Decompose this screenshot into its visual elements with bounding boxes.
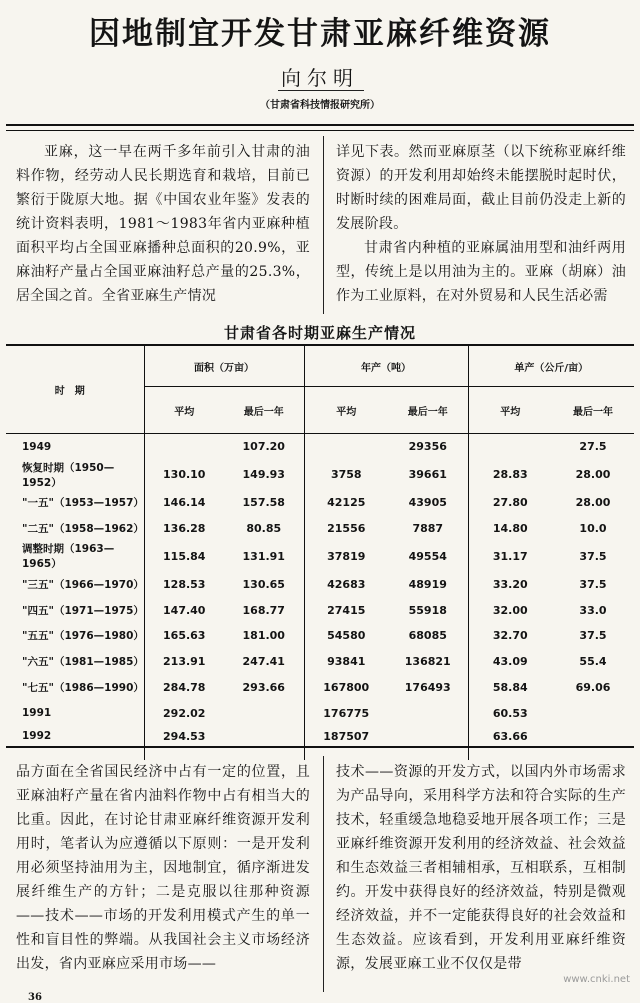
yield-group-header: 单产（公斤/亩）	[468, 346, 634, 387]
cell-output-avg: 37819	[304, 541, 388, 571]
top-column-divider	[323, 136, 324, 314]
cell-area-avg: 136.28	[144, 516, 224, 542]
cell-yield-avg: 58.84	[468, 675, 552, 701]
cell-output-last: 55918	[408, 603, 447, 617]
area-group-header: 面积（万亩）	[144, 346, 304, 387]
table-row	[6, 675, 634, 701]
top-right-paragraph-2: 甘肃省内种植的亚麻属油用型和油纤两用型，传统上是以用油为主的。亚麻（胡麻）油作为工业原料，在对外贸易和人民生活必需	[336, 240, 626, 304]
cell-output-last: 39661	[408, 468, 447, 482]
table-title: 甘肃省各时期亚麻生产情况	[223, 324, 416, 342]
table-row	[6, 460, 634, 490]
cell-yield-last	[552, 700, 634, 726]
cell-area-avg: 165.63	[144, 623, 224, 649]
cell-output-last: 136821	[404, 655, 451, 669]
cell-output-last: 7887	[412, 521, 444, 535]
cell-area-last: 130.65	[242, 577, 285, 591]
cell-area-last: 157.58	[242, 496, 285, 510]
cell-area-last: 181.00	[242, 629, 285, 643]
article-author: 向尔明	[281, 66, 359, 90]
sub-header-output-last: 最后一年	[388, 387, 468, 434]
top-left-paragraph: 亚麻，这一早在两千多年前引入甘肃的油料作物，经劳动人民长期选育和栽培，目前已繁衍于陇原大地。据《中国农业年鉴》发表的统计资料表明，1981～1983年省内亚麻种植面积平均占全国亚麻播种总面积的20.9%，亚麻油籽产量占全国亚麻油籽总产量的25.3%，居全国之首。全省亚麻生产情况	[16, 144, 310, 304]
cell-output-avg	[304, 434, 388, 460]
bottom-left-paragraph: 品方面在全省国民经济中占有一定的位置，且亚麻油籽产量在省内油料作物中占有相当大的比重。因此，在讨论甘肃亚麻纤维资源开发利用时，笔者认为应遵循以下原则：一是开发利用必须坚持油用为主，因地制宜，循序渐进发展纤维生产的方针；二是克服以往那种资源——技术——市场的开发利用模式产生的单一性和盲目性的弊端。从我国社会主义市场经济出发，省内亚麻应采用市场——	[16, 764, 310, 972]
sub-header-area-last: 最后一年	[224, 387, 304, 434]
cell-area-last: 168.77	[242, 603, 285, 617]
cell-output-avg: 167800	[304, 675, 388, 701]
cell-yield-last: 28.00	[575, 468, 611, 482]
table-row	[6, 597, 634, 623]
cell-area-avg: 292.02	[144, 700, 224, 726]
top-left-column	[16, 140, 310, 308]
cell-yield-avg: 32.00	[468, 597, 552, 623]
cell-yield-last	[552, 726, 634, 760]
cell-output-avg: 54580	[304, 623, 388, 649]
row-period: "六五"（1981—1985）	[22, 656, 144, 669]
sub-header-yield-last: 最后一年	[552, 387, 634, 434]
row-period: "二五"（1958—1962）	[22, 522, 144, 535]
cell-yield-last: 10.0	[579, 521, 607, 535]
cell-output-avg: 42683	[304, 571, 388, 597]
cell-area-avg: 294.53	[144, 726, 224, 760]
cell-area-last: 107.20	[242, 440, 285, 454]
output-group-header: 年产（吨）	[304, 346, 468, 387]
sub-header-area-avg: 平均	[144, 387, 224, 434]
header-rule-thin	[6, 130, 634, 131]
cell-output-avg: 3758	[304, 460, 388, 490]
cell-area-last: 293.66	[242, 680, 285, 694]
cell-area-avg: 284.78	[144, 675, 224, 701]
cell-yield-last: 37.5	[579, 549, 607, 563]
row-period: "七五"（1986—1990）	[22, 681, 144, 694]
cell-area-last	[224, 700, 304, 726]
cell-area-avg: 146.14	[144, 490, 224, 516]
cell-yield-avg: 27.80	[468, 490, 552, 516]
sub-header-yield-avg: 平均	[468, 387, 552, 434]
cell-yield-last: 69.06	[575, 680, 611, 694]
table-row	[6, 434, 634, 460]
cell-output-avg: 93841	[304, 649, 388, 675]
header-rule-thick	[6, 124, 634, 126]
bottom-column-divider	[323, 756, 324, 992]
row-period: "四五"（1971—1975）	[22, 604, 144, 617]
cell-output-last: 48919	[408, 577, 447, 591]
cell-yield-avg: 28.83	[468, 460, 552, 490]
cell-yield-last: 33.0	[579, 603, 607, 617]
production-table	[6, 346, 634, 760]
cell-area-last: 131.91	[242, 549, 285, 563]
row-period: 1991	[22, 707, 52, 720]
cell-output-last: 49554	[408, 549, 447, 563]
cell-area-avg: 115.84	[144, 541, 224, 571]
table-row	[6, 490, 634, 516]
cell-area-last: 149.93	[242, 468, 285, 482]
bottom-right-column	[336, 760, 626, 976]
cell-output-avg: 27415	[304, 597, 388, 623]
cell-yield-avg	[468, 434, 552, 460]
page-number: 36	[28, 992, 42, 1003]
cell-area-avg: 213.91	[144, 649, 224, 675]
cell-yield-avg: 14.80	[468, 516, 552, 542]
cell-yield-last: 55.4	[579, 655, 607, 669]
cell-output-last: 43905	[408, 496, 447, 510]
cell-yield-avg: 63.66	[468, 726, 552, 760]
author-underline	[278, 90, 364, 91]
cell-area-avg: 130.10	[144, 460, 224, 490]
table-row	[6, 649, 634, 675]
table-row	[6, 700, 634, 726]
cell-yield-last: 28.00	[575, 496, 611, 510]
watermark: www.cnki.net	[563, 974, 630, 985]
table-body	[6, 434, 634, 761]
table-row	[6, 541, 634, 571]
cell-area-avg: 128.53	[144, 571, 224, 597]
table-row	[6, 516, 634, 542]
top-right-paragraph-1: 详见下表。然而亚麻原茎（以下统称亚麻纤维资源）的开发利用却始终未能摆脱时起时伏，时断时续的困难局面，截止目前仍没走上新的发展阶段。	[336, 144, 626, 232]
author-affiliation: （甘肃省科技情报研究所）	[260, 100, 380, 111]
table-row	[6, 571, 634, 597]
cell-output-last: 68085	[408, 629, 447, 643]
cell-output-last	[388, 700, 468, 726]
article-title: 因地制宜开发甘肃亚麻纤维资源	[89, 16, 551, 52]
cell-output-last: 29356	[408, 440, 447, 454]
row-period: 1949	[22, 440, 52, 453]
cell-area-last	[224, 726, 304, 760]
cell-yield-last: 27.5	[579, 440, 607, 454]
cell-yield-avg: 43.09	[468, 649, 552, 675]
cell-yield-avg: 31.17	[468, 541, 552, 571]
cell-output-avg: 21556	[304, 516, 388, 542]
cell-area-last: 80.85	[246, 521, 282, 535]
cell-yield-avg: 60.53	[468, 700, 552, 726]
cell-yield-last: 37.5	[579, 577, 607, 591]
cell-area-avg: 147.40	[144, 597, 224, 623]
row-period: "一五"（1953—1957）	[22, 497, 144, 510]
cell-yield-avg: 33.20	[468, 571, 552, 597]
cell-output-avg: 187507	[304, 726, 388, 760]
cell-area-avg	[144, 434, 224, 460]
sub-header-output-avg: 平均	[304, 387, 388, 434]
table-row	[6, 726, 634, 760]
bottom-right-paragraph: 技术——资源的开发方式，以国内外市场需求为产品导向，采用科学方法和符合实际的生产技术，轻重缓急地稳妥地开展各项工作；三是亚麻纤维资源开发利用的经济效益、社会效益和生态效益三者相辅相承，互相联系，互相制约。开发中获得良好的经济效益，特别是微观经济效益，并不一定能获得良好的社会效益和生态效益。应该看到，开发利用亚麻纤维资源，发展亚麻工业不仅仅是带	[336, 764, 626, 972]
row-period: 1992	[22, 730, 52, 743]
cell-output-last	[388, 726, 468, 760]
cell-output-avg: 42125	[304, 490, 388, 516]
cell-output-avg: 176775	[304, 700, 388, 726]
cell-area-last: 247.41	[242, 655, 285, 669]
bottom-left-column	[16, 760, 310, 976]
cell-yield-avg: 32.70	[468, 623, 552, 649]
top-right-column	[336, 140, 626, 308]
row-period: "五五"（1976—1980）	[22, 630, 144, 643]
table-bottom-rule	[6, 746, 634, 748]
row-period: "三五"（1966—1970）	[22, 578, 144, 591]
row-period: 恢复时期（1950—1952）	[22, 461, 115, 489]
cell-yield-last: 37.5	[579, 629, 607, 643]
cell-output-last: 176493	[404, 680, 451, 694]
table-row	[6, 623, 634, 649]
row-period: 调整时期（1963—1965）	[22, 543, 115, 571]
period-header: 时期	[6, 346, 144, 434]
